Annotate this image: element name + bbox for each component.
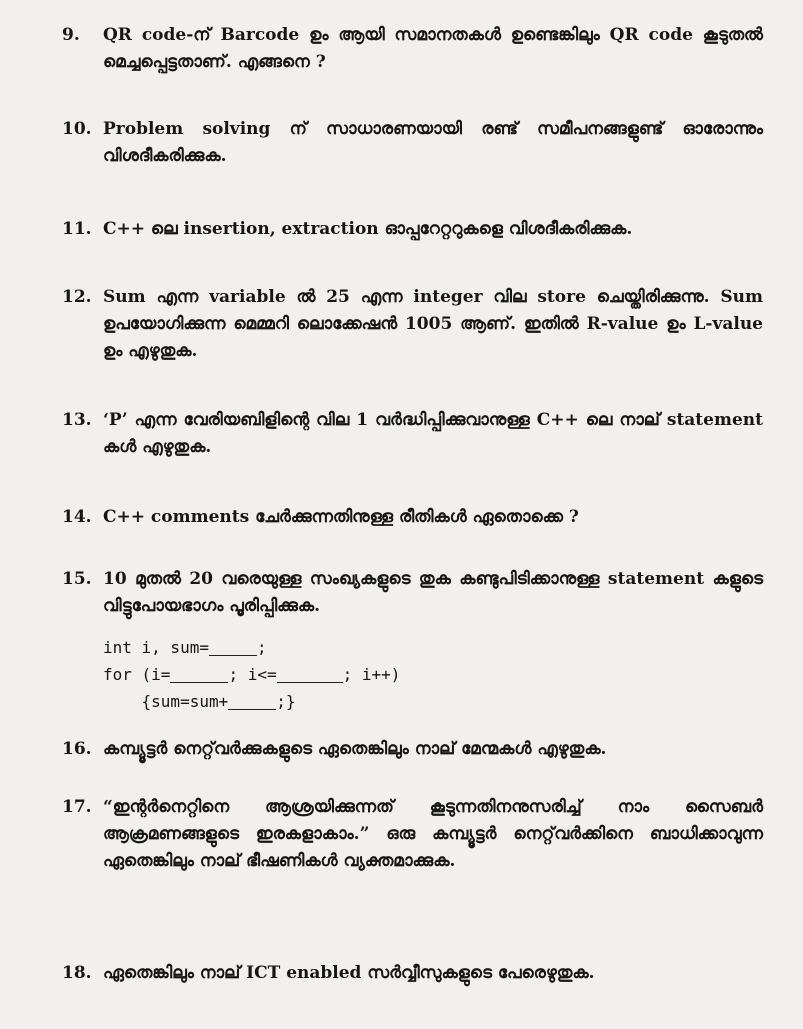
question-17 <box>62 794 762 884</box>
question-text: Problem solving ന് സാധാരണയായി രണ്ട് സമീപനങ്ങളുണ്ട് ഓരോന്നും വിശദീകരിക്കുക. <box>103 119 763 166</box>
question-12 <box>62 284 762 374</box>
question-13 <box>62 407 762 467</box>
fill-in-blank <box>228 691 276 710</box>
question-number: 12. <box>62 287 92 307</box>
question-text: C++ ലെ insertion, extraction ഓപ്പറേറ്ററുകളെ വിശദീകരിക്കുക. <box>103 219 633 239</box>
question-text: കമ്പ്യൂട്ടർ നെറ്റ്‌വർക്കുകളുടെ ഏതെങ്കിലും നാല് മേന്മകൾ എഴുതുക. <box>103 739 607 759</box>
question-number: 16. <box>62 739 92 759</box>
question-text: ‘P’ എന്ന വേരിയബിളിന്റെ വില 1 വർദ്ധിപ്പിക്കുവാനുള്ള C++ ലെ നാല് statement കൾ എഴുതുക. <box>103 410 763 457</box>
question-number: 11. <box>62 219 92 239</box>
question-11 <box>62 216 762 246</box>
code-line-2: for (i= ; i<= ; i++) <box>103 665 401 684</box>
question-text: ഏതെങ്കിലും നാല് ICT enabled സർവ്വീസുകളുടെ പേരെഴുതുക. <box>103 963 595 983</box>
fill-in-blank <box>209 637 257 656</box>
fill-in-blank <box>277 664 343 683</box>
question-14 <box>62 504 762 534</box>
code-snippet <box>103 634 400 715</box>
question-number: 9. <box>62 25 80 45</box>
question-number: 15. <box>62 569 92 589</box>
question-text: 10 മുതൽ 20 വരെയുള്ള സംഖ്യകളുടെ തുക കണ്ടുപിടിക്കാനുള്ള statement കളുടെ വിട്ടുപോയഭാഗം പൂരിപ്പിക്കുക. <box>103 569 763 616</box>
question-15 <box>62 566 762 626</box>
question-number: 17. <box>62 797 92 817</box>
question-text: Sum എന്ന variable ൽ 25 എന്ന integer വില store ചെയ്തിരിക്കുന്നു. Sum ഉപയോഗിക്കുന്ന മെമ്മറി ലൊക്കേഷൻ 1005 ആണ്. ഇതിൽ R-value ഉം L-value ഉം എഴുതുക. <box>103 287 763 361</box>
code-line-3: {sum=sum+ ;} <box>141 692 296 711</box>
question-text: QR code-ന് Barcode ഉം ആയി സമാനതകൾ ഉണ്ടെങ്കിലും QR code കൂടുതൽ മെച്ചപ്പെട്ടതാണ്. എങ്ങനെ ? <box>103 25 763 72</box>
question-9 <box>62 22 762 82</box>
question-18 <box>62 960 762 990</box>
fill-in-blank <box>170 664 228 683</box>
question-number: 14. <box>62 507 92 527</box>
question-text: “ഇന്റർനെറ്റിനെ ആശ്രയിക്കുന്നത് കൂടുന്നതിനനുസരിച്ച് നാം സൈബർ ആക്രമണങ്ങളുടെ ഇരകളാകാം.” ഒരു കമ്പ്യൂട്ടർ നെറ്റ്‌വർക്കിനെ ബാധിക്കാവുന്ന ഏതെങ്കിലും നാല് ഭീഷണികൾ വ്യക്തമാക്കുക. <box>103 797 763 871</box>
question-text: C++ comments ചേർക്കുന്നതിനുള്ള രീതികൾ ഏതൊക്കെ ? <box>103 507 579 527</box>
code-line-1: int i, sum= ; <box>103 638 267 657</box>
question-number: 10. <box>62 119 92 139</box>
question-number: 18. <box>62 963 92 983</box>
question-number: 13. <box>62 410 92 430</box>
question-10 <box>62 116 762 176</box>
question-16 <box>62 736 762 766</box>
